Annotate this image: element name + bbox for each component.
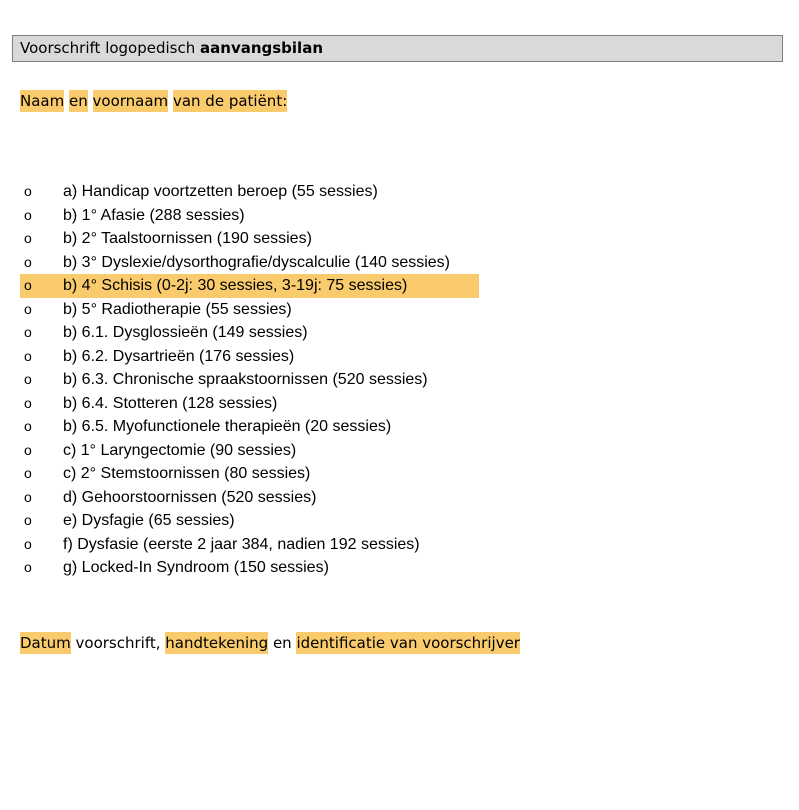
footer-signature-label: handtekening xyxy=(165,634,269,652)
list-item[interactable] xyxy=(0,392,459,416)
list-item-text: b) 1° Afasie (288 sessies) xyxy=(63,206,245,224)
list-item-text: g) Locked-In Syndroom (150 sessies) xyxy=(63,559,329,576)
list-item-text: b) 6.2. Dysartrieën (176 sessies) xyxy=(63,347,295,365)
list-item[interactable] xyxy=(0,556,459,580)
bullet-icon: o xyxy=(24,277,32,293)
list-item-text: d) Gehoorstoornissen (520 sessies) xyxy=(63,488,317,506)
list-item-text: b) 3° Dyslexie/dysorthografie/dyscalculie (140 sessies) xyxy=(63,253,451,271)
bullet-icon: o xyxy=(24,206,32,223)
list-item-text: b) 6.5. Myofunctionele therapieën (20 sessies) xyxy=(63,418,392,435)
title-regular: Voorschrift logopedisch xyxy=(20,39,201,57)
list-item[interactable] xyxy=(0,204,459,228)
patient-name-label xyxy=(20,89,287,114)
bullet-icon: o xyxy=(24,488,32,505)
list-item-text: b) 5° Radiotherapie (55 sessies) xyxy=(63,300,292,318)
title-bold: aanvangsbilan xyxy=(200,39,324,57)
list-item-text: b) 2° Taalstoornissen (190 sessies) xyxy=(63,230,312,247)
bullet-icon: o xyxy=(24,559,32,575)
diagnosis-list xyxy=(0,180,459,580)
footer-date-label: Datum xyxy=(20,634,71,652)
document-title xyxy=(12,35,783,62)
bullet-icon: o xyxy=(24,300,32,317)
list-item[interactable] xyxy=(0,415,459,439)
list-item[interactable] xyxy=(0,486,459,510)
footer-text-1: voorschrift, xyxy=(70,634,166,652)
patient-label-w2: en xyxy=(69,92,88,110)
patient-label-w3: voornaam xyxy=(92,92,169,110)
list-item[interactable] xyxy=(0,509,459,533)
list-item[interactable] xyxy=(0,251,459,275)
list-item[interactable] xyxy=(0,345,459,369)
list-item-text: b) 6.3. Chronische spraakstoornissen (520 sessies) xyxy=(63,371,428,388)
list-item-text: e) Dysfagie (65 sessies) xyxy=(63,512,235,529)
bullet-icon: o xyxy=(24,441,32,458)
bullet-icon: o xyxy=(24,394,32,411)
list-item-text: a) Handicap voortzetten beroep (55 sessies) xyxy=(63,183,378,200)
list-item-text: b) 6.1. Dysglossieën (149 sessies) xyxy=(63,324,308,341)
list-item[interactable] xyxy=(0,180,459,204)
footer-identification-label: identificatie van voorschrijver xyxy=(296,634,520,652)
bullet-icon: o xyxy=(24,512,32,528)
bullet-icon: o xyxy=(24,183,32,199)
patient-label-w1: Naam xyxy=(20,92,65,110)
bullet-icon: o xyxy=(24,418,32,434)
bullet-icon: o xyxy=(24,253,32,270)
bullet-icon: o xyxy=(24,371,32,387)
bullet-icon: o xyxy=(24,347,32,364)
list-item-highlighted[interactable] xyxy=(20,274,479,298)
list-item-text: c) 2° Stemstoornissen (80 sessies) xyxy=(63,465,311,482)
list-item[interactable] xyxy=(0,298,459,322)
list-item[interactable] xyxy=(0,439,459,463)
bullet-icon: o xyxy=(24,465,32,481)
footer-text-2: en xyxy=(268,634,297,652)
list-item-text: b) 6.4. Stotteren (128 sessies) xyxy=(63,394,278,412)
list-item[interactable] xyxy=(0,368,459,392)
list-item-text: c) 1° Laryngectomie (90 sessies) xyxy=(63,441,297,459)
list-item-text: f) Dysfasie (eerste 2 jaar 384, nadien 192 sessies) xyxy=(63,535,420,553)
patient-label-w4: van de patiënt: xyxy=(172,92,288,110)
list-item-text: b) 4° Schisis (0-2j: 30 sessies, 3-19j: 75 sessies) xyxy=(63,277,408,294)
bullet-icon: o xyxy=(24,535,32,552)
list-item[interactable] xyxy=(0,321,459,345)
prescriber-signature-line xyxy=(20,631,520,656)
bullet-icon: o xyxy=(24,230,32,246)
list-item[interactable] xyxy=(0,533,459,557)
list-item[interactable] xyxy=(0,227,459,251)
bullet-icon: o xyxy=(24,324,32,340)
list-item[interactable] xyxy=(0,462,459,486)
